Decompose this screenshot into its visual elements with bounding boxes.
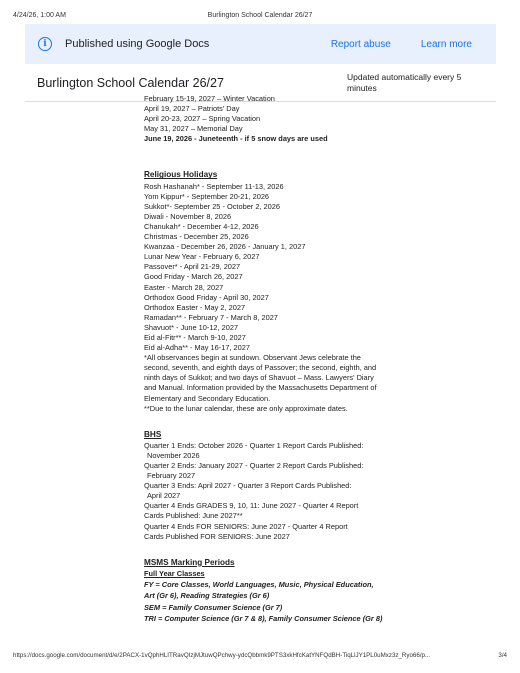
bhs-item-line: Cards Published FOR SENIORS: June 2027: [144, 531, 290, 541]
holiday-item: Good Friday - March 26, 2027: [144, 272, 243, 282]
bhs-item-line: Quarter 4 Ends GRADES 9, 10, 11: June 2027 - Quarter 4 Report: [144, 501, 359, 511]
document-content: [144, 94, 384, 625]
holiday-item: Orthodox Easter - May 2, 2027: [144, 302, 246, 312]
bhs-item: [144, 441, 384, 461]
print-header: [0, 0, 520, 22]
holiday-item: Passover* - April 21-29, 2027: [144, 262, 241, 272]
bhs-item-line: Quarter 2 Ends: January 2027 - Quarter 2 Report Cards Published:: [144, 461, 364, 470]
holiday-item: Rosh Hashanah* - September 11-13, 2026: [144, 181, 284, 191]
holiday-item: Eid al-Adha** - May 16-17, 2027: [144, 343, 250, 353]
print-date: 4/24/26, 1:00 AM: [13, 12, 66, 19]
bhs-item-line: Quarter 4 Ends FOR SENIORS: June 2027 - Quarter 4 Report: [144, 521, 348, 531]
msms-item: TRI = Computer Science (Gr 7 & 8), Family Consumer Science (Gr 8): [144, 614, 383, 624]
juneteenth-line: June 19, 2026 - Juneteenth - if 5 snow days are used: [144, 134, 328, 144]
msms-item: SEM = Family Consumer Science (Gr 7): [144, 602, 283, 612]
published-banner: [25, 24, 496, 64]
holiday-item: Lunar New Year - February 6, 2027: [144, 252, 260, 262]
update-notice: Updated automatically every 5 minutes: [347, 72, 462, 93]
document-body[interactable]: [0, 94, 520, 642]
vacation-line: April 20-23, 2027 – Spring Vacation: [144, 114, 261, 124]
document-url: https://docs.google.com/document/d/e/2PACX-1vQphHLITRavQIzjMJtuwQPchwy-ydcQbbmk9PTS3xkHfcKatYNFQdBH-TiqLlJY1PL0uMxz3z_Ryo66/p...: [13, 652, 431, 659]
bhs-item-line: Quarter 1 Ends: October 2026 - Quarter 1 Report Cards Published:: [144, 440, 364, 450]
bhs-item-line: February 2027: [147, 471, 196, 481]
page-number: 3/4: [498, 652, 507, 659]
religious-holidays-heading: Religious Holidays: [144, 170, 218, 180]
holiday-item: Shavuot* - June 10-12, 2027: [144, 322, 239, 332]
msms-heading: MSMS Marking Periods: [144, 557, 235, 567]
msms-item: FY = Core Classes, World Languages, Music, Physical Education, Art (Gr 6), Reading Strategies (Gr 6): [144, 579, 374, 601]
holiday-item: Eid al-Fitr** - March 9-10, 2027: [144, 332, 246, 342]
holiday-item: Christmas - December 25, 2026: [144, 232, 249, 242]
holiday-item: Yom Kippur* - September 20-21, 2026: [144, 191, 270, 201]
bhs-item-line: Cards Published: June 2027**: [144, 511, 243, 521]
vacation-line: April 19, 2027 – Patriots’ Day: [144, 104, 240, 114]
published-text: Published using Google Docs: [65, 38, 210, 50]
holiday-item: Diwali - November 8, 2026: [144, 211, 232, 221]
holiday-item: Orthodox Good Friday - April 30, 2027: [144, 292, 269, 302]
observance-note: *All observances begin at sundown. Observant Jews celebrate the second, seventh, and eighth days of Passover; the second, eighth, and ninth days of Sukkot; and two days of Shavuot – Mass. Lawyers' Diary and Manual. Information provided by the Massachusetts Department of Elementary and Secondary Education.: [144, 353, 377, 403]
winter-vacation-line: February 15-19, 2027 – Winter Vacation: [144, 94, 275, 103]
bhs-item-line: April 2027: [147, 491, 181, 501]
bhs-item: [144, 461, 384, 481]
bhs-item-line: Quarter 3 Ends: April 2027 - Quarter 3 Report Cards Published:: [144, 481, 352, 491]
holiday-item: Chanukah* - December 4-12, 2026: [144, 221, 259, 231]
report-abuse-link[interactable]: Report abuse: [330, 38, 391, 50]
bhs-item: [144, 522, 384, 542]
info-icon: i: [38, 37, 52, 51]
bhs-item: [144, 501, 384, 521]
holiday-item: Ramadan** - February 7 - March 8, 2027: [144, 312, 278, 322]
document-title: Burlington School Calendar 26/27: [37, 76, 224, 90]
vacation-line: May 31, 2027 – Memorial Day: [144, 124, 243, 134]
bhs-heading: BHS: [144, 429, 162, 439]
holiday-item: Kwanzaa - December 26, 2026 - January 1, 2027: [144, 242, 306, 252]
bhs-item: [144, 481, 384, 501]
full-year-subheading: Full Year Classes: [144, 568, 205, 578]
print-title: Burlington School Calendar 26/27: [207, 12, 313, 19]
holiday-item: Sukkot*- September 25 - October 2, 2026: [144, 201, 280, 211]
learn-more-link[interactable]: Learn more: [420, 38, 472, 50]
lunar-note: **Due to the lunar calendar, these are only approximate dates.: [144, 403, 348, 413]
holiday-item: Easter - March 28, 2027: [144, 282, 224, 292]
bhs-item-line: November 2026: [147, 450, 200, 460]
